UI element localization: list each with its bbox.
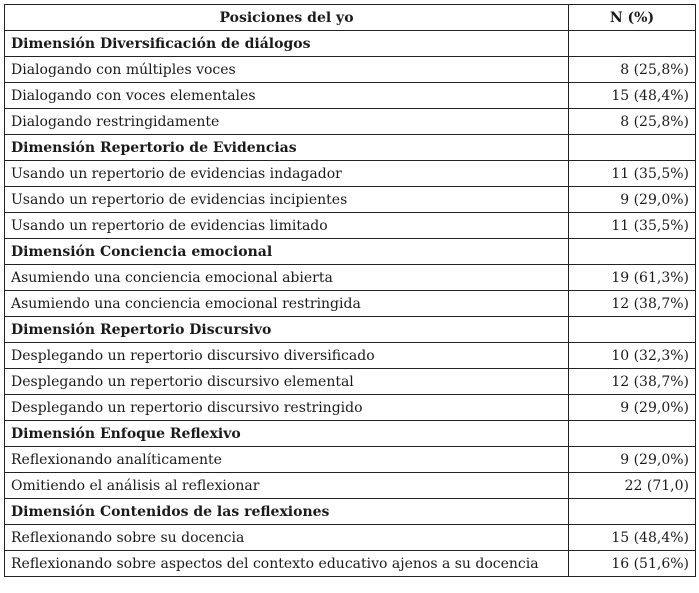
table-row (5, 447, 696, 473)
row-label: Reflexionando sobre aspectos del contexto educativo ajenos a su docencia (5, 551, 569, 577)
row-value: 19 (61,3%) (569, 265, 696, 291)
row-value: 11 (35,5%) (569, 213, 696, 239)
section-empty-cell (569, 317, 696, 343)
section-title: Dimensión Contenidos de las reflexiones (5, 499, 569, 525)
row-label: Desplegando un repertorio discursivo restringido (5, 395, 569, 421)
section-row (5, 421, 696, 447)
section-row (5, 499, 696, 525)
table-body (5, 31, 696, 577)
row-value: 10 (32,3%) (569, 343, 696, 369)
row-label: Dialogando restringidamente (5, 109, 569, 135)
row-label: Usando un repertorio de evidencias indagador (5, 161, 569, 187)
row-value: 8 (25,8%) (569, 57, 696, 83)
row-label: Dialogando con múltiples voces (5, 57, 569, 83)
table-row (5, 187, 696, 213)
table-row (5, 343, 696, 369)
table-row (5, 265, 696, 291)
row-value: 11 (35,5%) (569, 161, 696, 187)
table-row (5, 395, 696, 421)
row-label: Asumiendo una conciencia emocional restringida (5, 291, 569, 317)
positions-table (4, 4, 696, 577)
section-title: Dimensión Diversificación de diálogos (5, 31, 569, 57)
table-row (5, 161, 696, 187)
row-label: Usando un repertorio de evidencias limitado (5, 213, 569, 239)
row-label: Reflexionando sobre su docencia (5, 525, 569, 551)
row-label: Omitiendo el análisis al reflexionar (5, 473, 569, 499)
row-label: Desplegando un repertorio discursivo elemental (5, 369, 569, 395)
row-value: 9 (29,0%) (569, 447, 696, 473)
section-empty-cell (569, 135, 696, 161)
header-row (5, 5, 696, 31)
row-value: 12 (38,7%) (569, 369, 696, 395)
table-row (5, 83, 696, 109)
table-row (5, 473, 696, 499)
row-value: 15 (48,4%) (569, 525, 696, 551)
row-value: 22 (71,0) (569, 473, 696, 499)
row-label: Dialogando con voces elementales (5, 83, 569, 109)
row-value: 8 (25,8%) (569, 109, 696, 135)
row-value: 9 (29,0%) (569, 187, 696, 213)
table-row (5, 291, 696, 317)
row-label: Desplegando un repertorio discursivo diversificado (5, 343, 569, 369)
table-row (5, 109, 696, 135)
header-value: N (%) (569, 5, 696, 31)
section-row (5, 317, 696, 343)
section-title: Dimensión Conciencia emocional (5, 239, 569, 265)
row-label: Usando un repertorio de evidencias incipientes (5, 187, 569, 213)
section-empty-cell (569, 31, 696, 57)
section-title: Dimensión Repertorio de Evidencias (5, 135, 569, 161)
section-row (5, 135, 696, 161)
table-row (5, 57, 696, 83)
row-value: 9 (29,0%) (569, 395, 696, 421)
row-value: 12 (38,7%) (569, 291, 696, 317)
section-row (5, 31, 696, 57)
section-row (5, 239, 696, 265)
table-row (5, 551, 696, 577)
section-empty-cell (569, 239, 696, 265)
row-value: 15 (48,4%) (569, 83, 696, 109)
section-empty-cell (569, 499, 696, 525)
section-title: Dimensión Repertorio Discursivo (5, 317, 569, 343)
row-label: Asumiendo una conciencia emocional abierta (5, 265, 569, 291)
table-row (5, 213, 696, 239)
section-title: Dimensión Enfoque Reflexivo (5, 421, 569, 447)
table-row (5, 525, 696, 551)
row-label: Reflexionando analíticamente (5, 447, 569, 473)
header-label: Posiciones del yo (5, 5, 569, 31)
section-empty-cell (569, 421, 696, 447)
row-value: 16 (51,6%) (569, 551, 696, 577)
table-row (5, 369, 696, 395)
